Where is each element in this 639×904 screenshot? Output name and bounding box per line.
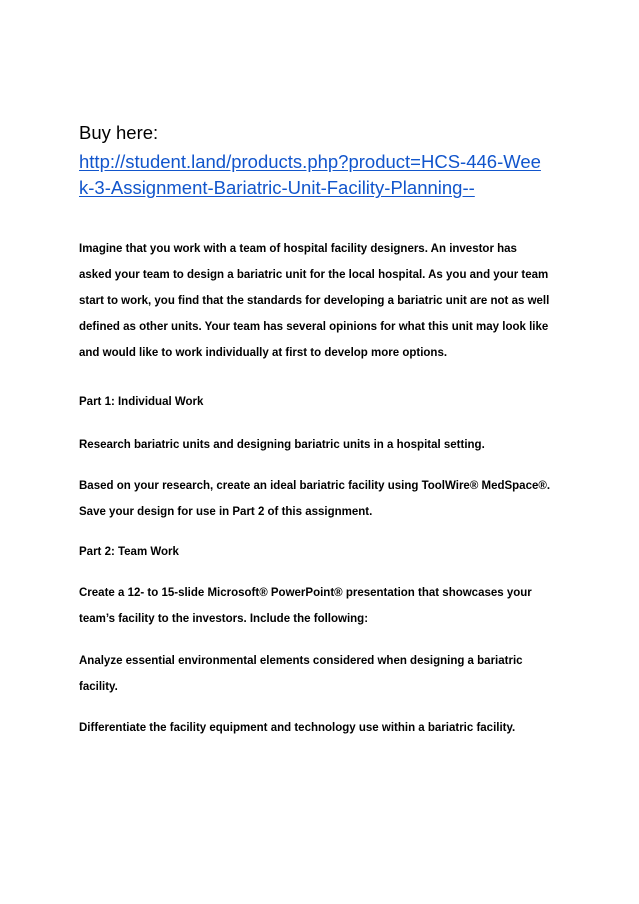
analyze-line: Analyze essential environmental elements considered when designing a bariatric: [79, 655, 523, 667]
part2-heading: [79, 539, 579, 565]
part1-design-line: Based on your research, create an ideal bariatric facility using ToolWire® MedSpace®.: [79, 480, 551, 492]
differentiate-paragraph: [79, 715, 579, 741]
part1-design-paragraph: [79, 473, 579, 525]
part1-research-text: Research bariatric units and designing bariatric units in a hospital setting.: [79, 439, 485, 451]
part2-presentation-paragraph: [79, 580, 579, 632]
part1-design-line: Save your design for use in Part 2 of this assignment.: [79, 506, 373, 518]
product-link[interactable]: [79, 149, 579, 201]
part2-presentation-line: team’s facility to the investors. Include the following:: [79, 613, 369, 625]
analyze-line: facility.: [79, 681, 118, 693]
analyze-paragraph: [79, 648, 579, 700]
part1-research-paragraph: [79, 432, 579, 458]
differentiate-text: Differentiate the facility equipment and technology use within a bariatric facility.: [79, 722, 516, 734]
part1-heading: [79, 389, 579, 415]
intro-line: start to work, you find that the standards for developing a bariatric unit are not as well: [79, 295, 550, 307]
product-link-line-2[interactable]: k-3-Assignment-Bariatric-Unit-Facility-Planning--: [79, 177, 475, 198]
intro-line: asked your team to design a bariatric unit for the local hospital. As you and your team: [79, 269, 549, 281]
product-link-line-1[interactable]: http://student.land/products.php?product=HCS-446-Wee: [79, 151, 541, 172]
part1-heading-text: Part 1: Individual Work: [79, 396, 204, 408]
intro-line: defined as other units. Your team has several opinions for what this unit may look like: [79, 321, 549, 333]
intro-line: Imagine that you work with a team of hospital facility designers. An investor has: [79, 243, 517, 255]
buy-here-label: Buy here:: [79, 122, 159, 143]
part2-presentation-line: Create a 12- to 15-slide Microsoft® PowerPoint® presentation that showcases your: [79, 587, 532, 599]
part2-heading-text: Part 2: Team Work: [79, 546, 179, 558]
intro-paragraph: [79, 236, 579, 366]
intro-line: and would like to work individually at first to develop more options.: [79, 347, 448, 359]
